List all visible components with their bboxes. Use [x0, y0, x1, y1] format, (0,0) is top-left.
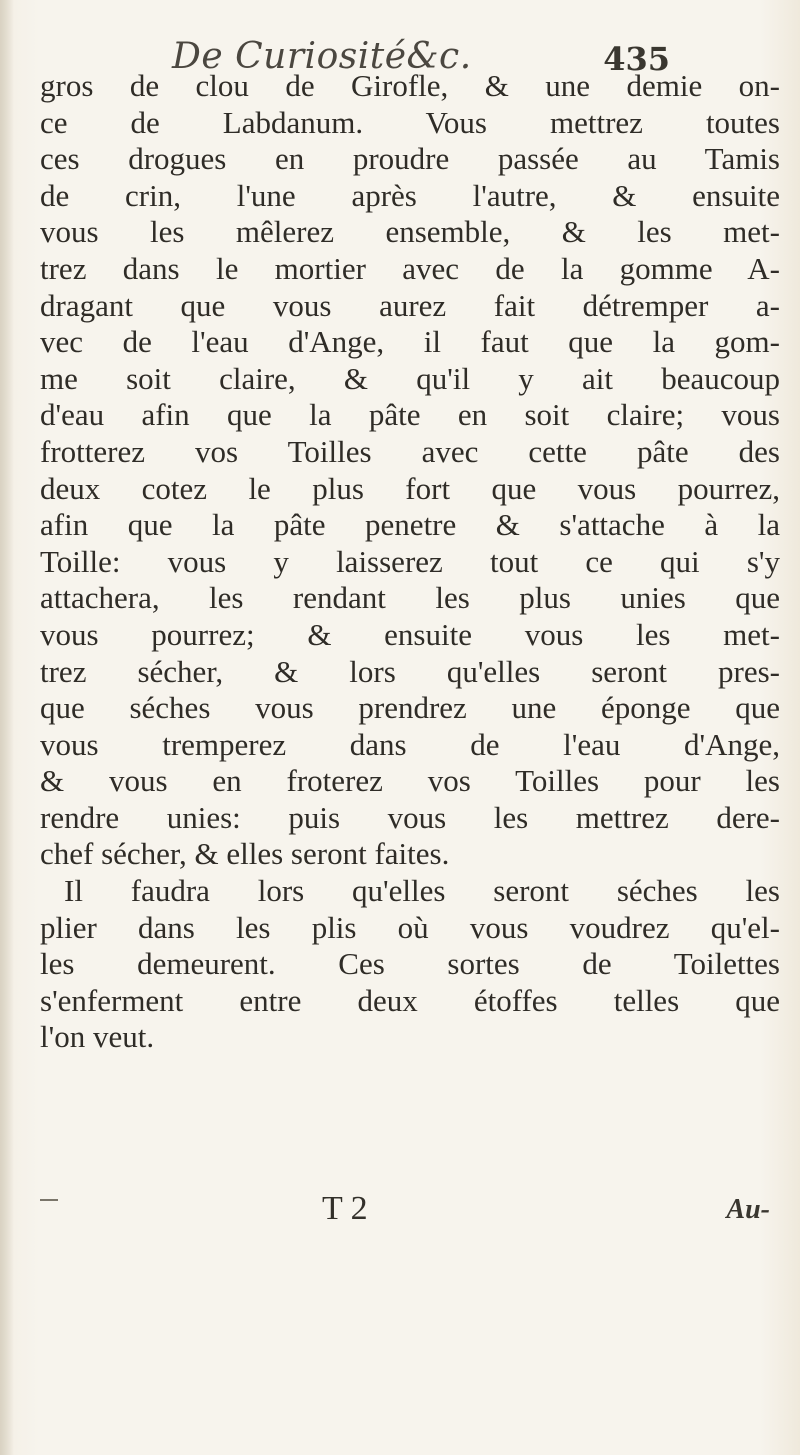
page-number: 435 [603, 40, 670, 78]
catchword: Au- [726, 1194, 770, 1225]
text-line: trez dans le mortier avec de la gomme A- [40, 250, 780, 286]
text-line: de crin, l'une après l'autre, & ensuite [40, 177, 780, 213]
running-title: De Curiosité&c. [172, 36, 472, 77]
text-line: ce de Labdanum. Vous mettrez toutes [40, 104, 780, 140]
text-line: deux cotez le plus fort que vous pourrez, [40, 470, 780, 506]
text-line: & vous en froterez vos Toilles pour les [40, 763, 780, 799]
text-line: Toille: vous y laisserez tout ce qui s'y [40, 543, 780, 579]
text-line: l'on veut. [40, 1019, 155, 1055]
body-text [40, 68, 780, 1056]
text-line: plier dans les plis où vous voudrez qu'el- [40, 909, 780, 945]
text-line: vous tremperez dans de l'eau d'Ange, [40, 726, 780, 762]
text-line: vous les mêlerez ensemble, & les met- [40, 214, 780, 250]
text-line: Il faudra lors qu'elles seront séches les [64, 873, 780, 909]
text-line: les demeurent. Ces sortes de Toilettes [40, 946, 780, 982]
text-line: dragant que vous aurez fait détremper a- [40, 287, 780, 323]
text-line: afin que la pâte penetre & s'attache à la [40, 507, 780, 543]
text-line: s'enferment entre deux étoffes telles que [40, 982, 780, 1018]
margin-mark [40, 1199, 58, 1201]
text-line: vous pourrez; & ensuite vous les met- [40, 616, 780, 652]
text-line: d'eau afin que la pâte en soit claire; vous [40, 397, 780, 433]
text-line: chef sécher, & elles seront faites. [40, 836, 450, 872]
text-line: frotterez vos Toilles avec cette pâte des [40, 433, 780, 469]
signature-mark: T 2 [322, 1190, 368, 1227]
text-line: que séches vous prendrez une éponge que [40, 690, 780, 726]
text-line: gros de clou de Girofle, & une demie on- [40, 68, 780, 103]
text-line: ces drogues en proudre passée au Tamis [40, 141, 780, 177]
page-footer [300, 1190, 770, 1240]
text-line: trez sécher, & lors qu'elles seront pres- [40, 653, 780, 689]
gutter-shadow [0, 0, 14, 1455]
text-line: vec de l'eau d'Ange, il faut que la gom- [40, 324, 780, 360]
text-line: attachera, les rendant les plus unies que [40, 580, 780, 616]
text-line: rendre unies: puis vous les mettrez dere- [40, 799, 780, 835]
text-line: me soit claire, & qu'il y ait beaucoup [40, 360, 780, 396]
